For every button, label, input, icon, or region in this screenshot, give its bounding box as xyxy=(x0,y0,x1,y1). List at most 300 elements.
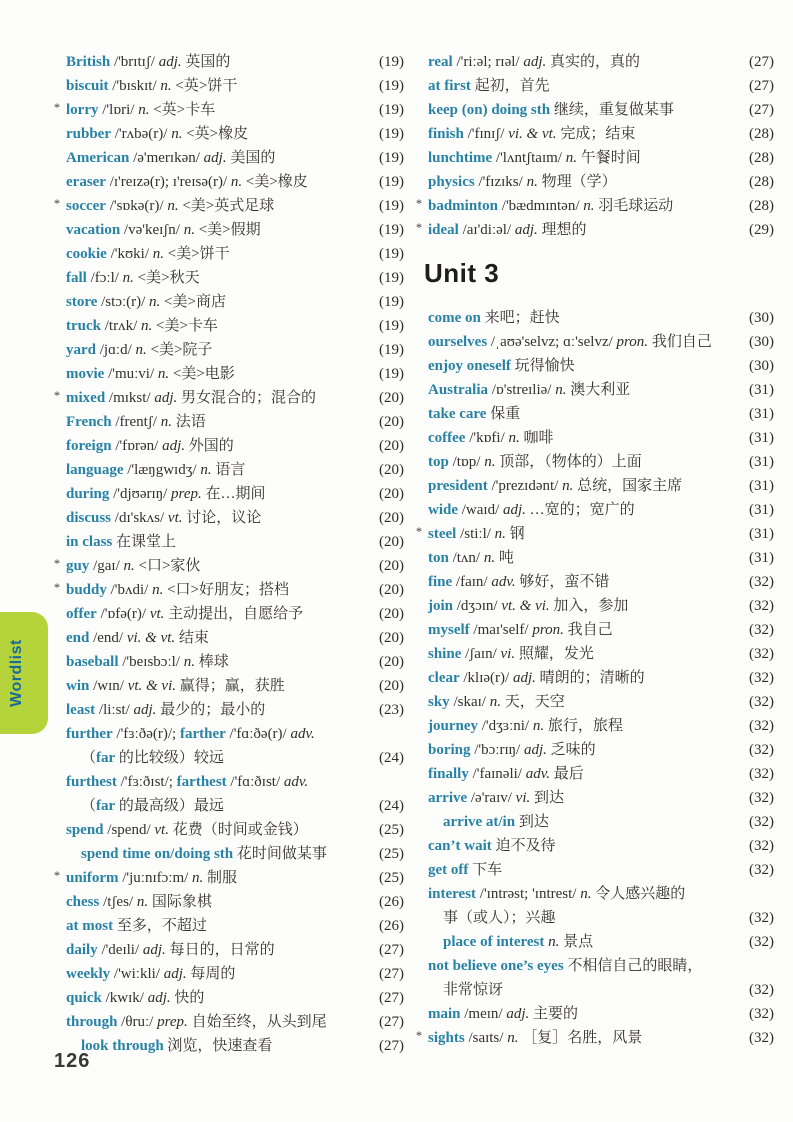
entry-detail: 花时间做某事 xyxy=(233,846,327,862)
wordlist-entry xyxy=(428,858,774,882)
part-of-speech: n. xyxy=(489,694,501,710)
entry-text xyxy=(66,410,360,434)
entry-detail: /tʃes/ xyxy=(99,894,137,910)
entry-text xyxy=(428,330,730,354)
part-of-speech: n. xyxy=(565,150,577,166)
entry-detail: /jɑːd/ xyxy=(96,342,136,358)
entry-detail: /'fɑːðə(r)/ xyxy=(225,726,291,742)
entry-detail: /dɪ'skʌs/ xyxy=(111,510,168,526)
asterisk-marker: * xyxy=(54,580,60,594)
wordlist-entry xyxy=(428,594,774,618)
entry-detail: /'rʌbə(r)/ xyxy=(111,126,172,142)
page-reference: (27) xyxy=(749,78,774,94)
page-reference: (19) xyxy=(379,78,404,94)
entry-text xyxy=(428,450,730,474)
headword: quick xyxy=(66,990,102,1006)
entry-detail: /'lɒri/ xyxy=(98,102,139,118)
entry-text xyxy=(428,146,730,170)
part-of-speech: n. xyxy=(508,430,520,446)
entry-detail: 总统，国家主席 xyxy=(573,478,683,494)
entry-detail: /meɪn/ xyxy=(460,1006,507,1022)
headword: far xyxy=(96,798,116,814)
part-of-speech: adj. xyxy=(506,1006,530,1022)
entry-text xyxy=(66,1010,360,1034)
headword: chess xyxy=(66,894,100,910)
entry-text xyxy=(428,98,730,122)
entry-detail: /ʃaɪn/ xyxy=(461,646,501,662)
page-reference: (19) xyxy=(379,102,404,118)
entry-detail: /kwɪk/ xyxy=(101,990,148,1006)
wordlist-entry xyxy=(66,698,404,722)
headword: ourselves xyxy=(428,334,488,350)
entry-detail: 加入，参加 xyxy=(549,598,629,614)
part-of-speech: n. xyxy=(192,870,204,886)
headword: get off xyxy=(428,862,469,878)
wordlist-entry xyxy=(428,146,774,170)
headword: further xyxy=(66,726,113,742)
wordlist-entry xyxy=(66,530,404,554)
page-reference: (31) xyxy=(749,550,774,566)
wordlist-entry xyxy=(428,546,774,570)
unit-heading: Unit 3 xyxy=(424,258,500,288)
wordlist-entry xyxy=(428,122,774,146)
headword: keep (on) doing sth xyxy=(428,102,551,118)
entry-detail: 男女混合的；混合的 xyxy=(177,390,317,406)
wordlist-entry xyxy=(428,906,774,930)
entry-detail: 美国的 xyxy=(226,150,276,166)
entry-text xyxy=(66,386,360,410)
page-reference: (29) xyxy=(749,222,774,238)
headword: baseball xyxy=(66,654,119,670)
entry-detail: 真实的，真的 xyxy=(546,54,641,70)
part-of-speech: vt. & vi. xyxy=(127,678,177,694)
entry-detail: /'læŋgwɪdʒ/ xyxy=(123,462,201,478)
page-reference: (20) xyxy=(379,438,404,454)
headword: main xyxy=(428,1006,461,1022)
entry-detail: 浏览，快速查看 xyxy=(163,1038,273,1054)
entry-text xyxy=(428,954,730,978)
entry-detail: <美>假期 xyxy=(194,222,261,238)
entry-detail: /'dʒɜːni/ xyxy=(478,718,533,734)
part-of-speech: vt. xyxy=(167,510,183,526)
entry-text xyxy=(66,674,360,698)
headword: daily xyxy=(66,942,98,958)
part-of-speech: adj. xyxy=(203,150,227,166)
entry-detail: 我自己 xyxy=(563,622,613,638)
page-reference: (32) xyxy=(749,670,774,686)
part-of-speech: n. xyxy=(152,246,165,262)
entry-detail: 赢得；赢，获胜 xyxy=(176,678,285,694)
entry-detail: /stɔː(r)/ xyxy=(97,294,150,310)
page-reference: (32) xyxy=(749,910,774,926)
headword: French xyxy=(66,414,112,430)
entry-detail: 棒球 xyxy=(194,654,229,670)
entry-text xyxy=(66,770,360,794)
entry-detail: 到达 xyxy=(515,814,549,830)
headword: fall xyxy=(66,270,87,286)
headword: spend xyxy=(66,822,104,838)
entry-detail: <美>电影 xyxy=(169,366,235,382)
page-reference: (31) xyxy=(749,526,774,542)
entry-detail: /'prezɪdənt/ xyxy=(487,478,563,494)
asterisk-marker: * xyxy=(416,196,422,210)
entry-text xyxy=(428,762,730,786)
wordlist-entry xyxy=(416,218,774,242)
entry-detail: 照耀，发光 xyxy=(515,646,594,662)
headword: eraser xyxy=(66,174,106,190)
headword: look through xyxy=(81,1038,164,1054)
headword: win xyxy=(66,678,90,694)
page-reference xyxy=(730,882,774,906)
entry-detail: /dʒɔɪn/ xyxy=(453,598,502,614)
headword: store xyxy=(66,294,98,310)
wordlist-entry xyxy=(428,330,774,354)
entry-detail: /fɔːl/ xyxy=(86,270,123,286)
part-of-speech: vt. & vi. xyxy=(501,598,550,614)
entry-detail: 在…期间 xyxy=(201,486,266,502)
wordlist-entry xyxy=(66,890,404,914)
wordlist-side-tab[interactable] xyxy=(0,612,48,734)
entry-detail: /'riːəl; rɪəl/ xyxy=(452,54,524,70)
part-of-speech: prep. xyxy=(157,1014,188,1030)
page-reference: (20) xyxy=(379,414,404,430)
entry-text xyxy=(66,602,360,626)
wordlist-tab-label: Wordlist xyxy=(8,639,26,707)
page-reference: (30) xyxy=(749,310,774,326)
part-of-speech: adj. xyxy=(512,670,536,686)
headword: come on xyxy=(428,310,481,326)
headword: end xyxy=(66,630,90,646)
part-of-speech: n. xyxy=(183,654,195,670)
entry-detail: /maɪ'self/ xyxy=(469,622,533,638)
entry-detail: 快的 xyxy=(170,990,205,1006)
right-column-top xyxy=(416,50,774,242)
page-reference: (32) xyxy=(749,862,774,878)
entry-text xyxy=(428,1002,730,1026)
entry-text xyxy=(428,570,730,594)
wordlist-entry xyxy=(428,810,774,834)
entry-text xyxy=(66,962,360,986)
page-reference: (28) xyxy=(749,198,774,214)
part-of-speech: n. xyxy=(171,126,183,142)
entry-detail: /'kʊki/ xyxy=(106,246,153,262)
headword: guy xyxy=(66,558,90,574)
entry-detail: 玩得愉快 xyxy=(510,358,575,374)
entry-detail: /'sɒkə(r)/ xyxy=(105,198,168,214)
headword: join xyxy=(428,598,454,614)
entry-text xyxy=(428,498,730,522)
wordlist-entry xyxy=(66,962,404,986)
entry-detail: 主动提出，自愿给予 xyxy=(164,606,304,622)
page-reference: (31) xyxy=(749,382,774,398)
wordlist-entry xyxy=(66,986,404,1010)
entry-detail: /klɪə(r)/ xyxy=(459,670,513,686)
page-reference: (32) xyxy=(749,574,774,590)
entry-text xyxy=(428,354,730,378)
asterisk-marker: * xyxy=(416,220,422,234)
part-of-speech: n. xyxy=(152,582,164,598)
wordlist-entry xyxy=(428,978,774,1002)
entry-detail: /'bædmɪntən/ xyxy=(498,198,584,214)
headword: furthest xyxy=(66,774,117,790)
entry-text xyxy=(428,426,730,450)
part-of-speech: vt. xyxy=(154,822,169,838)
entry-detail: 至多，不超过 xyxy=(113,918,207,934)
part-of-speech: adj. xyxy=(163,966,187,982)
entry-detail: /'fɪzɪks/ xyxy=(474,174,527,190)
entry-detail: /ə'merɪkən/ xyxy=(129,150,204,166)
entry-text xyxy=(428,1026,730,1050)
entry-text xyxy=(66,986,360,1010)
page-reference: (27) xyxy=(379,990,404,1006)
entry-detail: 每周的 xyxy=(186,966,236,982)
part-of-speech: n. xyxy=(141,318,153,334)
part-of-speech: adj. xyxy=(147,990,171,1006)
wordlist-entry xyxy=(428,1002,774,1026)
entry-detail: /'kɒfi/ xyxy=(465,430,509,446)
entry-detail: <口>好朋友；搭档 xyxy=(163,582,290,598)
part-of-speech: n. xyxy=(138,102,150,118)
entry-detail: 国际象棋 xyxy=(148,894,212,910)
wordlist-entry xyxy=(66,938,404,962)
part-of-speech: adv. xyxy=(525,766,550,782)
headword: yard xyxy=(66,342,96,358)
wordlist-entry xyxy=(66,74,404,98)
headword: through xyxy=(66,1014,118,1030)
wordlist-entry xyxy=(66,794,404,818)
entry-text xyxy=(443,930,730,954)
part-of-speech: adv. xyxy=(491,574,516,590)
page-reference: (28) xyxy=(749,150,774,166)
headword: far xyxy=(96,750,116,766)
part-of-speech: adj. xyxy=(503,502,526,518)
page-reference: (19) xyxy=(379,246,404,262)
entry-text xyxy=(428,858,730,882)
part-of-speech: n. xyxy=(136,894,149,910)
entry-detail: /'djʊərɪŋ/ xyxy=(109,486,172,502)
part-of-speech: n. xyxy=(583,198,595,214)
page-reference: (27) xyxy=(749,54,774,70)
entry-detail: /'fɪnɪʃ/ xyxy=(463,126,509,142)
entry-detail: /ɒ'streɪliə/ xyxy=(488,382,556,398)
wordlist-entry xyxy=(66,434,404,458)
part-of-speech: prep. xyxy=(171,486,202,502)
entry-detail: 天，天空 xyxy=(500,694,565,710)
part-of-speech: adv. xyxy=(290,726,315,742)
entry-detail: 保重 xyxy=(486,406,521,422)
entry-detail: /'muːvi/ xyxy=(104,366,158,382)
entry-text xyxy=(443,810,730,834)
headword: interest xyxy=(428,886,477,902)
page-reference: (31) xyxy=(749,430,774,446)
wordlist-entry xyxy=(416,194,774,218)
entry-detail: 非常惊讶 xyxy=(443,982,504,998)
entry-text xyxy=(66,722,360,746)
part-of-speech: adv. xyxy=(283,774,309,790)
entry-text xyxy=(66,122,360,146)
wordlist-entry xyxy=(428,762,774,786)
entry-text xyxy=(66,242,360,266)
entry-detail: 英国的 xyxy=(181,54,231,70)
part-of-speech: n. xyxy=(548,934,560,950)
wordlist-entry xyxy=(66,674,404,698)
wordlist-entry xyxy=(54,386,404,410)
entry-text xyxy=(66,626,360,650)
entry-detail: /'brɪtɪʃ/ xyxy=(110,54,159,70)
entry-text xyxy=(428,642,730,666)
headword: in class xyxy=(66,534,113,550)
entry-detail: /'bɪskɪt/ xyxy=(108,78,161,94)
entry-text xyxy=(66,698,360,722)
entry-detail: 午餐时间 xyxy=(576,150,641,166)
page-reference: (20) xyxy=(379,486,404,502)
entry-text xyxy=(428,714,730,738)
wordlist-entry xyxy=(54,194,404,218)
page-reference: (19) xyxy=(379,294,404,310)
entry-detail: <美>卡车 xyxy=(152,318,218,334)
headword: finally xyxy=(428,766,469,782)
part-of-speech: n. xyxy=(580,886,592,902)
page-reference: (32) xyxy=(749,694,774,710)
part-of-speech: n. xyxy=(122,270,134,286)
entry-detail: 制服 xyxy=(203,870,238,886)
page-reference: (26) xyxy=(379,894,404,910)
entry-text xyxy=(81,842,360,866)
entry-text xyxy=(428,594,730,618)
page-reference: (28) xyxy=(749,126,774,142)
part-of-speech: n. xyxy=(135,342,147,358)
headword: British xyxy=(66,54,111,70)
entry-text xyxy=(66,170,360,194)
part-of-speech: n. xyxy=(157,366,170,382)
wordlist-entry xyxy=(428,474,774,498)
headword: soccer xyxy=(66,198,106,214)
page-reference: (31) xyxy=(749,502,774,518)
headword: farthest xyxy=(176,774,227,790)
wordlist-entry xyxy=(428,570,774,594)
headword: spend time on/doing sth xyxy=(81,846,234,862)
headword: truck xyxy=(66,318,101,334)
entry-detail: <美>饼干 xyxy=(164,246,230,262)
asterisk-marker: * xyxy=(416,524,422,538)
entry-detail: <口>家伙 xyxy=(134,558,201,574)
headword: enjoy oneself xyxy=(428,358,511,374)
wordlist-entry xyxy=(428,450,774,474)
entry-detail: /ˌaʊə'selvz; ɑː'selvz/ xyxy=(487,334,617,350)
part-of-speech: pron. xyxy=(616,334,649,350)
wordlist-entry xyxy=(66,218,404,242)
page-reference: (19) xyxy=(379,54,404,70)
entry-detail: /mɪkst/ xyxy=(105,390,155,406)
headword: mixed xyxy=(66,390,106,406)
page-reference: (32) xyxy=(749,1030,774,1046)
entry-detail: /frentʃ/ xyxy=(111,414,161,430)
entry-text xyxy=(428,474,730,498)
entry-text xyxy=(66,362,360,386)
wordlist-entry xyxy=(428,738,774,762)
headword: arrive xyxy=(428,790,468,806)
wordlist-entry xyxy=(54,578,404,602)
wordlist-entry xyxy=(66,770,404,794)
entry-detail: 自始至终，从头到尾 xyxy=(187,1014,327,1030)
part-of-speech: n. xyxy=(526,174,538,190)
entry-text xyxy=(428,306,730,330)
entry-detail: 迫不及待 xyxy=(491,838,556,854)
wordlist-entry xyxy=(66,146,404,170)
entry-text xyxy=(66,866,360,890)
entry-detail: 理想的 xyxy=(537,222,587,238)
entry-text xyxy=(66,938,360,962)
entry-detail: （ xyxy=(81,798,97,814)
wordlist-entry xyxy=(66,842,404,866)
wordlist-entry xyxy=(66,50,404,74)
entry-text xyxy=(428,402,730,426)
entry-detail: /'lʌntʃtaɪm/ xyxy=(492,150,566,166)
page-reference: (27) xyxy=(379,966,404,982)
entry-text xyxy=(428,618,730,642)
wordlist-entry xyxy=(66,1010,404,1034)
entry-text xyxy=(66,314,360,338)
wordlist-entry xyxy=(66,458,404,482)
page-reference: (24) xyxy=(379,750,404,766)
wordlist-entry xyxy=(54,554,404,578)
entry-detail: 旅行，旅程 xyxy=(544,718,623,734)
headword: real xyxy=(428,54,453,70)
headword: arrive at/in xyxy=(443,814,516,830)
part-of-speech: adj. xyxy=(154,390,178,406)
part-of-speech: n. xyxy=(123,558,135,574)
entry-detail: /'ɪntrəst; 'ɪntrest/ xyxy=(476,886,581,902)
part-of-speech: n. xyxy=(494,526,506,542)
entry-detail: <英>卡车 xyxy=(149,102,216,118)
entry-text xyxy=(66,818,360,842)
entry-text xyxy=(66,914,360,938)
entry-text xyxy=(66,146,360,170)
entry-detail: /'wiːkli/ xyxy=(110,966,164,982)
entry-text xyxy=(66,74,360,98)
entry-text xyxy=(428,522,730,546)
part-of-speech: n. xyxy=(160,78,172,94)
page-reference: (31) xyxy=(749,454,774,470)
entry-detail: /və'keɪʃn/ xyxy=(120,222,184,238)
asterisk-marker: * xyxy=(54,196,60,210)
page-reference xyxy=(360,770,404,794)
part-of-speech: n. xyxy=(555,382,567,398)
entry-detail: /waɪd/ xyxy=(458,502,503,518)
entry-detail: 晴朗的；清晰的 xyxy=(535,670,645,686)
wordlist-entry xyxy=(66,338,404,362)
page-reference: (32) xyxy=(749,598,774,614)
wordlist-entry xyxy=(66,362,404,386)
entry-detail: 花费（时间或金钱） xyxy=(168,822,308,838)
part-of-speech: vt. xyxy=(149,606,165,622)
page-reference: (32) xyxy=(749,1006,774,1022)
headword: Australia xyxy=(428,382,488,398)
wordlist-entry xyxy=(66,290,404,314)
part-of-speech: n. xyxy=(167,198,179,214)
page-reference: (19) xyxy=(379,342,404,358)
headword: at first xyxy=(428,78,471,94)
entry-detail: <美>英式足球 xyxy=(178,198,275,214)
entry-text xyxy=(66,194,360,218)
page-number: 126 xyxy=(54,1050,91,1072)
headword: foreign xyxy=(66,438,112,454)
entry-detail: 结束 xyxy=(175,630,209,646)
entry-detail: 在课堂上 xyxy=(112,534,177,550)
entry-detail: /'fɜːðɪst/; xyxy=(116,774,177,790)
entry-text xyxy=(81,746,360,770)
entry-detail: 的最高级）最远 xyxy=(115,798,224,814)
